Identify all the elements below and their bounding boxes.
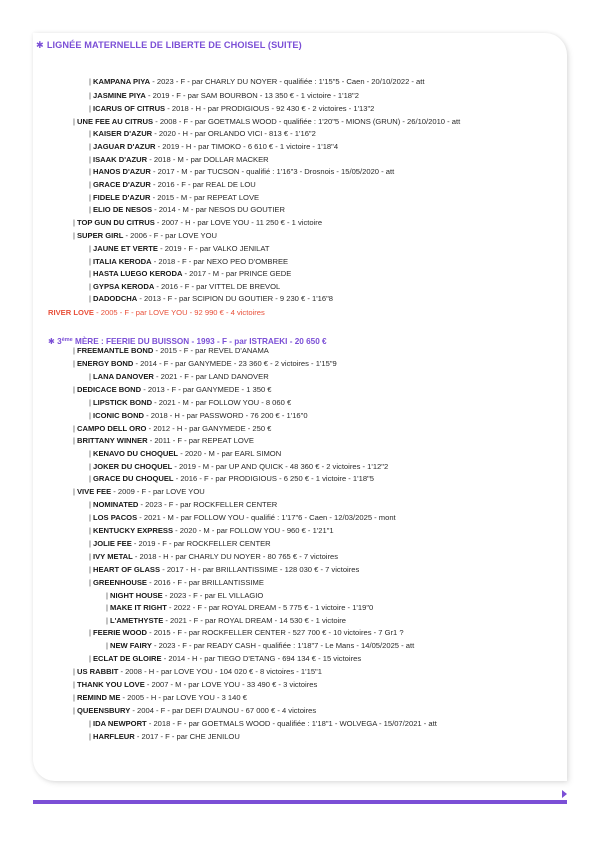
- horse-details: - 2018 - H - par PRODIGIOUS - 92 430 € - 2 victoires - 1'13"2: [165, 104, 375, 113]
- pedigree-line: [73, 435, 254, 446]
- pedigree-line: [73, 116, 460, 127]
- pedigree-line: [106, 602, 373, 613]
- pedigree-line: [73, 692, 247, 703]
- pedigree-line: [89, 525, 334, 536]
- horse-name: VIVE FEE: [76, 487, 112, 496]
- pedigree-line: [89, 473, 374, 484]
- horse-details: - 2006 - F - par LOVE YOU: [123, 231, 217, 240]
- pipe-separator: |: [89, 628, 91, 637]
- horse-details: - 2007 - H - par LOVE YOU - 11 250 € - 1 victoire: [154, 218, 323, 227]
- horse-name: KAMPANA PIYA: [92, 77, 151, 86]
- horse-details: - 2013 - F - par GANYMEDE - 1 350 €: [141, 385, 272, 394]
- pedigree-line: [89, 256, 288, 267]
- horse-details: - 2020 - M - par EARL SIMON: [178, 449, 282, 458]
- pipe-separator: |: [73, 346, 75, 355]
- pedigree-line: [73, 345, 269, 356]
- pipe-separator: |: [89, 732, 91, 741]
- pedigree-line: [89, 371, 269, 382]
- mother-ordinal: 3: [57, 337, 62, 346]
- horse-name: JOLIE FEE: [92, 539, 132, 548]
- horse-name: ICARUS OF CITRUS: [92, 104, 166, 113]
- horse-name: HANOS D'AZUR: [92, 167, 151, 176]
- horse-name: ICONIC BOND: [92, 411, 145, 420]
- horse-details: - 2013 - F - par SCIPION DU GOUTIER - 9 230 € - 1'16"8: [137, 294, 334, 303]
- pedigree-line: [89, 410, 308, 421]
- horse-name: QUEENSBURY: [76, 706, 131, 715]
- horse-name: HEART OF GLASS: [92, 565, 161, 574]
- horse-name: KAISER D'AZUR: [92, 129, 153, 138]
- horse-details: - 2005 - H - par LOVE YOU - 3 140 €: [120, 693, 247, 702]
- footer-bar: [33, 800, 567, 804]
- pedigree-line: [89, 293, 333, 304]
- horse-name: ENERGY BOND: [76, 359, 134, 368]
- pipe-separator: |: [89, 269, 91, 278]
- horse-name: NOMINATED: [92, 500, 139, 509]
- pedigree-line: [89, 154, 269, 165]
- horse-name: IVY METAL: [92, 552, 133, 561]
- pipe-separator: |: [89, 462, 91, 471]
- horse-details: - 2014 - M - par NESOS DU GOUTIER: [152, 205, 285, 214]
- pipe-separator: |: [89, 513, 91, 522]
- horse-name: JAGUAR D'AZUR: [92, 142, 156, 151]
- horse-details: - 2017 - H - par BRILLANTISSIME - 128 030 € - 7 victoires: [160, 565, 360, 574]
- pipe-separator: |: [89, 167, 91, 176]
- pipe-separator: |: [73, 359, 75, 368]
- horse-details: - 2021 - F - par ROYAL DREAM - 14 530 € - 1 victoire: [163, 616, 347, 625]
- horse-name: ISAAK D'AZUR: [92, 155, 148, 164]
- pipe-separator: |: [89, 104, 91, 113]
- pipe-separator: |: [106, 616, 108, 625]
- pedigree-line: [73, 230, 217, 241]
- pipe-separator: |: [89, 474, 91, 483]
- horse-name: US RABBIT: [76, 667, 119, 676]
- pedigree-line: [48, 307, 265, 318]
- horse-details: - 2020 - H - par ORLANDO VICI - 813 € - 1'16"2: [152, 129, 316, 138]
- horse-details: - 2016 - F - par BRILLANTISSIME: [147, 578, 264, 587]
- horse-details: - 2009 - F - par LOVE YOU: [111, 487, 205, 496]
- horse-details: - 2008 - F - par GOETMALS WOOD - qualifiée : 1'20"5 - MIONS (GRUN) - 26/10/2010 - att: [153, 117, 461, 126]
- pipe-separator: |: [89, 372, 91, 381]
- pipe-separator: |: [73, 436, 75, 445]
- star-icon: ✱: [48, 337, 55, 346]
- horse-details: - 2016 - F - par PRODIGIOUS - 6 250 € - 1 victoire - 1'18"5: [173, 474, 374, 483]
- horse-name: TOP GUN DU CITRUS: [76, 218, 155, 227]
- horse-details: - 2021 - F - par LAND DANOVER: [153, 372, 269, 381]
- horse-details: - 2019 - H - par TIMOKO - 6 610 € - 1 victoire - 1'18"4: [155, 142, 339, 151]
- pedigree-line: [89, 731, 240, 742]
- pipe-separator: |: [89, 244, 91, 253]
- horse-name: GREENHOUSE: [92, 578, 147, 587]
- horse-details: - 2017 - M - par TUCSON - qualifié : 1'16"3 - Drosnois - 15/05/2020 - att: [150, 167, 395, 176]
- mother-ordinal-suffix: ème: [61, 337, 73, 343]
- horse-name: ECLAT DE GLOIRE: [92, 654, 162, 663]
- pipe-separator: |: [73, 706, 75, 715]
- pipe-separator: |: [89, 719, 91, 728]
- horse-details: - 2007 - M - par LOVE YOU - 33 490 € - 3 victoires: [144, 680, 318, 689]
- pipe-separator: |: [73, 487, 75, 496]
- horse-details: - 2015 - F - par ROCKFELLER CENTER - 527 700 € - 10 victoires - 7 Gr1 ?: [147, 628, 404, 637]
- pedigree-line: [89, 448, 281, 459]
- pedigree-line: [89, 461, 388, 472]
- pedigree-line: [73, 705, 316, 716]
- pipe-separator: |: [73, 424, 75, 433]
- pedigree-line: [89, 551, 338, 562]
- pedigree-line: [89, 564, 359, 575]
- horse-name: DADODCHA: [92, 294, 138, 303]
- horse-name: DEDICACE BOND: [76, 385, 142, 394]
- pedigree-line: [73, 679, 317, 690]
- pedigree-line: [89, 499, 277, 510]
- horse-name: KENAVO DU CHOQUEL: [92, 449, 179, 458]
- pedigree-line: [89, 268, 291, 279]
- pipe-separator: |: [89, 193, 91, 202]
- horse-details: - 2020 - M - par FOLLOW YOU - 960 € - 1'21"1: [173, 526, 334, 535]
- horse-name: RIVER LOVE: [48, 308, 94, 317]
- pedigree-line: [89, 204, 285, 215]
- pipe-separator: |: [89, 155, 91, 164]
- horse-name: REMIND ME: [76, 693, 121, 702]
- horse-details: - 2018 - M - par DOLLAR MACKER: [147, 155, 269, 164]
- horse-name: NIGHT HOUSE: [109, 591, 163, 600]
- pedigree-line: [89, 281, 280, 292]
- horse-details: - 2017 - F - par CHE JENILOU: [134, 732, 240, 741]
- horse-details: - 2019 - M - par UP AND QUICK - 48 360 € - 2 victoires - 1'12"2: [172, 462, 389, 471]
- pipe-separator: |: [106, 641, 108, 650]
- pedigree-line: [89, 128, 316, 139]
- horse-name: KENTUCKY EXPRESS: [92, 526, 174, 535]
- horse-name: HASTA LUEGO KERODA: [92, 269, 183, 278]
- horse-name: SUPER GIRL: [76, 231, 124, 240]
- pipe-separator: |: [106, 591, 108, 600]
- pedigree-line: [89, 90, 359, 101]
- pedigree-line: [89, 166, 394, 177]
- horse-details: - 2005 - F - par LOVE YOU - 92 990 € - 4 victoires: [94, 308, 265, 317]
- horse-name: GRACE DU CHOQUEL: [92, 474, 174, 483]
- pipe-separator: |: [89, 129, 91, 138]
- horse-name: L'AMETHYSTE: [109, 616, 164, 625]
- horse-details: - 2021 - M - par FOLLOW YOU - qualifié : 1'17"6 - Caen - 12/03/2025 - mont: [137, 513, 396, 522]
- pipe-separator: |: [89, 526, 91, 535]
- pipe-separator: |: [89, 294, 91, 303]
- horse-details: - 2004 - F - par DEFI D'AUNOU - 67 000 € - 4 victoires: [130, 706, 317, 715]
- pedigree-line: [89, 718, 437, 729]
- horse-name: MAKE IT RIGHT: [109, 603, 167, 612]
- horse-details: - 2014 - F - par GANYMEDE - 23 360 € - 2 victoires - 1'15"9: [133, 359, 337, 368]
- horse-name: LOS PACOS: [92, 513, 138, 522]
- horse-name: ITALIA KERODA: [92, 257, 152, 266]
- horse-details: - 2018 - F - par GOETMALS WOOD - qualifiée : 1'18"1 - WOLVEGA - 15/07/2021 - att: [146, 719, 437, 728]
- pipe-separator: |: [89, 654, 91, 663]
- pipe-separator: |: [73, 667, 75, 676]
- pedigree-line: [73, 486, 205, 497]
- horse-name: NEW FAIRY: [109, 641, 152, 650]
- horse-name: FIDELE D'AZUR: [92, 193, 151, 202]
- horse-name: GRACE D'AZUR: [92, 180, 151, 189]
- pipe-separator: |: [73, 385, 75, 394]
- pedigree-line: [89, 538, 271, 549]
- pipe-separator: |: [89, 282, 91, 291]
- horse-details: - 2023 - F - par CHARLY DU NOYER - qualifiée : 1'15"5 - Caen - 20/10/2022 - att: [150, 77, 425, 86]
- pipe-separator: |: [89, 552, 91, 561]
- pedigree-line: [89, 512, 396, 523]
- pedigree-line: [89, 179, 256, 190]
- pipe-separator: |: [89, 500, 91, 509]
- horse-details: - 2017 - M - par PRINCE GEDE: [182, 269, 292, 278]
- star-icon: ✱: [36, 40, 44, 50]
- pipe-separator: |: [106, 603, 108, 612]
- pipe-separator: |: [73, 693, 75, 702]
- horse-details: - 2023 - F - par EL VILLAGIO: [162, 591, 264, 600]
- section-title-text: LIGNÉE MATERNELLE DE LIBERTE DE CHOISEL (SUITE): [46, 40, 302, 50]
- pedigree-line: [89, 76, 425, 87]
- pipe-separator: |: [73, 117, 75, 126]
- pedigree-line: [73, 358, 337, 369]
- pedigree-line: [89, 141, 338, 152]
- horse-details: - 2015 - M - par REPEAT LOVE: [150, 193, 260, 202]
- pipe-separator: |: [89, 565, 91, 574]
- horse-name: JAUNE ET VERTE: [92, 244, 158, 253]
- horse-details: - 2021 - M - par FOLLOW YOU - 8 060 €: [152, 398, 292, 407]
- pipe-separator: |: [89, 398, 91, 407]
- horse-details: - 2023 - F - par ROCKFELLER CENTER: [138, 500, 278, 509]
- horse-details: - 2016 - F - par VITTEL DE BREVOL: [154, 282, 281, 291]
- pedigree-line: [89, 577, 264, 588]
- horse-name: IDA NEWPORT: [92, 719, 147, 728]
- pedigree-line: [106, 640, 414, 651]
- pedigree-line: [106, 590, 263, 601]
- pipe-separator: |: [89, 539, 91, 548]
- next-arrow-icon[interactable]: [562, 790, 567, 798]
- horse-details: - 2016 - F - par REAL DE LOU: [150, 180, 256, 189]
- horse-details: - 2018 - F - par NEXO PEO D'OMBREE: [151, 257, 289, 266]
- horse-name: GYPSA KERODA: [92, 282, 155, 291]
- pedigree-line: [89, 243, 270, 254]
- horse-details: - 2018 - H - par CHARLY DU NOYER - 80 765 € - 7 victoires: [132, 552, 339, 561]
- horse-details: - 2019 - F - par ROCKFELLER CENTER: [131, 539, 271, 548]
- pedigree-line: [73, 217, 322, 228]
- pipe-separator: |: [89, 578, 91, 587]
- pipe-separator: |: [89, 449, 91, 458]
- horse-details: - 2014 - H - par TIEGO D'ETANG - 694 134 € - 15 victoires: [161, 654, 362, 663]
- horse-details: - 2012 - H - par GANYMEDE - 250 €: [146, 424, 272, 433]
- pipe-separator: |: [73, 680, 75, 689]
- horse-name: JOKER DU CHOQUEL: [92, 462, 173, 471]
- pedigree-line: [106, 615, 346, 626]
- horse-name: HARFLEUR: [92, 732, 135, 741]
- horse-details: - 2015 - F - par REVEL D'ANAMA: [153, 346, 269, 355]
- horse-name: JASMINE PIYA: [92, 91, 146, 100]
- pipe-separator: |: [73, 231, 75, 240]
- pedigree-line: [89, 397, 291, 408]
- horse-name: LIPSTICK BOND: [92, 398, 153, 407]
- horse-details: - 2011 - F - par REPEAT LOVE: [147, 436, 254, 445]
- pedigree-line: [73, 666, 322, 677]
- section-title: [36, 40, 302, 51]
- mother-heading-text: MÈRE : FEERIE DU BUISSON - 1993 - F - par ISTRAEKI - 20 650 €: [72, 337, 327, 346]
- pedigree-line: [89, 627, 404, 638]
- pipe-separator: |: [89, 411, 91, 420]
- horse-name: THANK YOU LOVE: [76, 680, 145, 689]
- horse-details: - 2008 - H - par LOVE YOU - 104 020 € - 8 victoires - 1'15"1: [118, 667, 322, 676]
- pipe-separator: |: [89, 91, 91, 100]
- pedigree-line: [89, 103, 374, 114]
- horse-details: - 2023 - F - par READY CASH - qualifiée : 1'18"7 - Le Mans - 14/05/2025 - att: [151, 641, 415, 650]
- pipe-separator: |: [73, 218, 75, 227]
- horse-name: BRITTANY WINNER: [76, 436, 148, 445]
- horse-name: FEERIE WOOD: [92, 628, 147, 637]
- pipe-separator: |: [89, 77, 91, 86]
- pipe-separator: |: [89, 142, 91, 151]
- pipe-separator: |: [89, 257, 91, 266]
- horse-details: - 2022 - F - par ROYAL DREAM - 5 775 € - 1 victoire - 1'19"0: [166, 603, 374, 612]
- horse-details: - 2019 - F - par SAM BOURBON - 13 350 € - 1 victoire - 1'18"2: [145, 91, 359, 100]
- horse-name: ELIO DE NESOS: [92, 205, 153, 214]
- pedigree-line: [73, 423, 271, 434]
- horse-name: CAMPO DELL ORO: [76, 424, 147, 433]
- horse-details: - 2018 - H - par PASSWORD - 76 200 € - 1'16"0: [144, 411, 308, 420]
- pedigree-line: [89, 192, 259, 203]
- horse-details: - 2019 - F - par VALKO JENILAT: [157, 244, 270, 253]
- horse-name: LANA DANOVER: [92, 372, 154, 381]
- pipe-separator: |: [89, 205, 91, 214]
- pipe-separator: |: [89, 180, 91, 189]
- horse-name: FREEMANTLE BOND: [76, 346, 154, 355]
- pedigree-line: [89, 653, 361, 664]
- pedigree-line: [73, 384, 272, 395]
- horse-name: UNE FEE AU CITRUS: [76, 117, 154, 126]
